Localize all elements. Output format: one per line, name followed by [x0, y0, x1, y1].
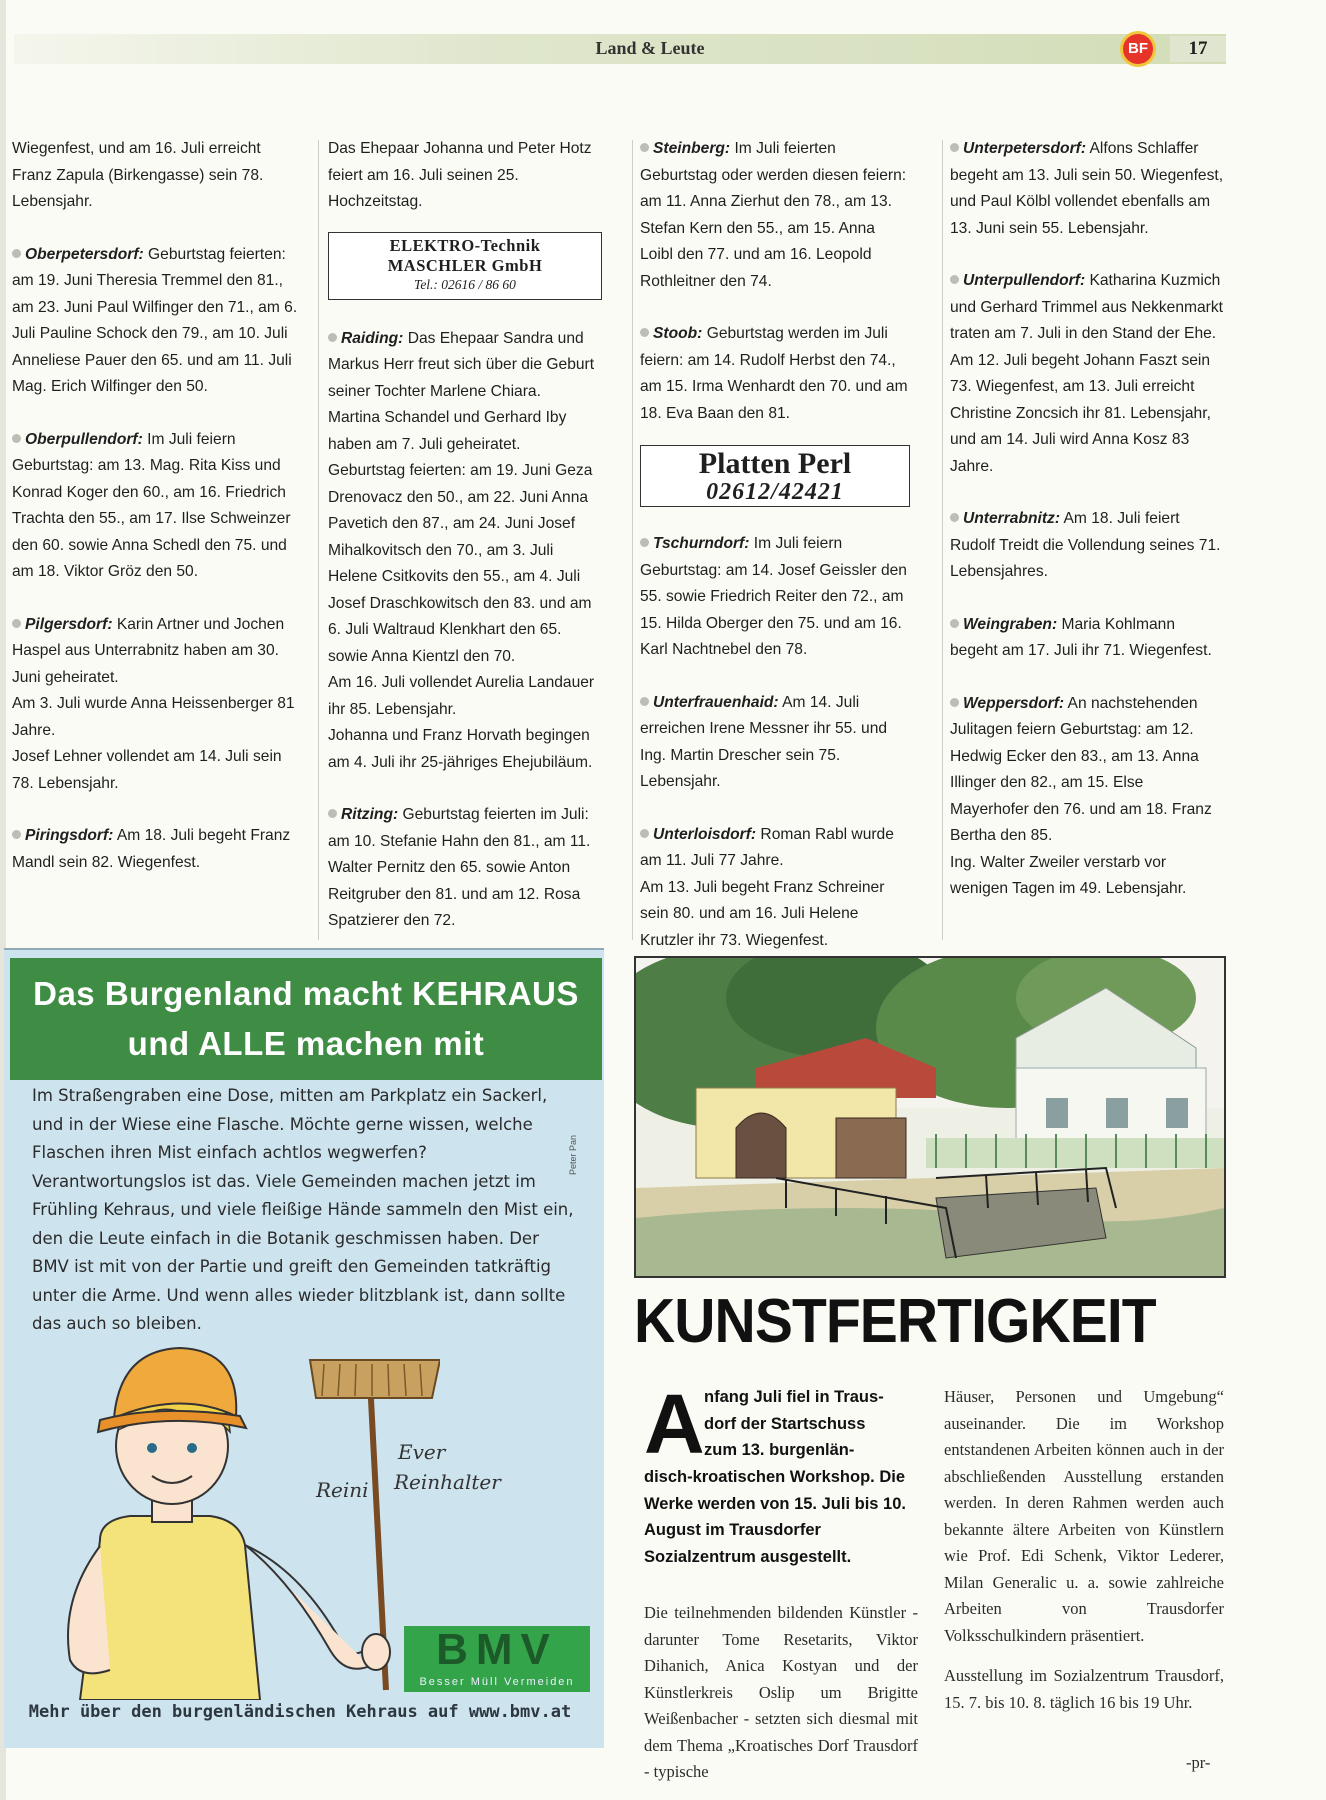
paragraph: Ing. Walter Zweiler verstarb vor wenigen Tagen im 49. Lebensjahr. — [950, 853, 1187, 897]
paragraph-text: Roman Rabl wurde am 11. Juli 77 Jahre. — [640, 825, 894, 869]
paragraph-text: Maria Kohlmann begeht am 17. Juli ihr 71. Wiegenfest. — [950, 615, 1212, 659]
place-name: Unterfrauenhaid: — [653, 693, 779, 711]
drop-cap: A — [644, 1377, 705, 1471]
bullet-icon — [950, 275, 959, 284]
paragraph — [950, 506, 1226, 586]
village-scene-image — [636, 958, 1224, 1276]
place-name: Raiding: — [341, 329, 404, 347]
place-name: Unterrabnitz: — [963, 510, 1061, 527]
paragraph-text: Am 18. Juli begeht Franz Mandl sein 82. Wiegenfest. — [12, 827, 291, 871]
column-divider — [632, 140, 633, 940]
bmv-footer-link: Mehr über den burgenländischen Kehraus auf www.bmv.at — [28, 1702, 572, 1722]
paragraph: Ausstellung im Sozialzentrum Trausdorf, 15. 7. bis 10. 8. täglich 16 bis 19 Uhr. — [944, 1666, 1224, 1712]
ad-platten-perl — [640, 445, 910, 507]
place-name: Weingraben: — [963, 615, 1058, 633]
paragraph — [640, 321, 912, 427]
ad-elektro-maschler — [328, 232, 602, 300]
paragraph — [12, 823, 302, 876]
ad-phone: 02612/42421 — [706, 479, 844, 505]
bullet-icon — [640, 328, 649, 337]
place-name: Stoob: — [653, 325, 703, 342]
place-name: Steinberg: — [653, 140, 731, 157]
article-title: KUNSTFERTIGKEIT — [634, 1287, 1156, 1356]
ad-line: ELEKTRO-Technik — [389, 235, 541, 255]
place-name: Tschurndorf: — [653, 535, 750, 552]
paragraph-text: Im Juli feiern Geburtstag: am 14. Josef Geissler den 55. sowie Friedrich Reiter den 72., am 15. Hilda Oberger den 75. und am 16. Karl Nachtnebel den 78. — [640, 535, 907, 658]
column-divider — [318, 140, 319, 940]
bullet-icon — [12, 434, 21, 443]
paragraph — [950, 268, 1226, 348]
bmv-headline-banner — [10, 958, 602, 1080]
paragraph — [12, 427, 302, 586]
paragraph: Martina Schandel und Gerhard Iby haben am 7. Juli geheiratet. — [328, 409, 567, 453]
bullet-icon — [640, 829, 649, 838]
boy-with-broom-illustration — [40, 1320, 440, 1700]
place-name: Weppersdorf: — [963, 694, 1065, 712]
place-name: Unterpullendorf: — [963, 272, 1086, 289]
paragraph-text: Am 14. Juli erreichen Irene Messner ihr 55. und Ing. Martin Drescher sein 75. Lebensjahr. — [640, 693, 888, 790]
bullet-icon — [12, 619, 21, 628]
bf-logo: BF — [1120, 31, 1156, 67]
bullet-icon — [12, 249, 21, 258]
bmv-subheadline: und ALLE machen mit — [127, 1025, 485, 1062]
article-lead-indented — [704, 1384, 918, 1464]
column-3 — [640, 136, 912, 980]
paragraph-text: Im Juli feiern Geburtstag: am 13. Mag. Rita Kiss und Konrad Koger den 60., am 16. Friedrich Trachta den 55., am 17. Ilse Schweinzer den 60. sowie Anna Schedl den 75. und am 18. Viktor Gröz den 50. — [12, 430, 291, 580]
paragraph — [640, 531, 912, 664]
paragraph: Am 13. Juli begeht Franz Schreiner sein 80. und am 16. Juli Helene Krutzler ihr 73. Wiegenfest. — [640, 878, 885, 949]
paragraph: Wiegenfest, und am 16. Juli erreicht Franz Zapula (Birkengasse) sein 78. Lebensjahr. — [12, 140, 264, 210]
article-body-col2 — [944, 1384, 1224, 1730]
paragraph: Johanna und Franz Horvath begingen am 4. Juli ihr 25-jähriges Ehejubiläum. — [328, 727, 593, 771]
bmv-headline: Das Burgenland macht KEHRAUS — [33, 975, 579, 1012]
paragraph: Am 3. Juli wurde Anna Heissenberger 81 Jahre. — [12, 695, 295, 739]
handwritten-reinhalter: Reinhalter — [394, 1470, 501, 1494]
place-name: Unterpetersdorf: — [963, 140, 1087, 157]
bullet-icon — [950, 698, 959, 707]
paragraph — [328, 326, 604, 406]
paragraph-text: An nachstehenden Julitagen feiern Geburtstag: am 12. Hedwig Ecker den 83., am 13. Anna Illinger den 82., am 15. Else Mayerhofer den 76. und am 18. Franz Bertha den 85. — [950, 694, 1212, 844]
page-number: 17 — [1170, 36, 1226, 62]
column-1 — [12, 136, 302, 902]
paragraph-text: Karin Artner und Jochen Haspel aus Unterrabnitz haben am 30. Juni geheiratet. — [12, 615, 285, 686]
section-title: Land & Leute — [595, 38, 705, 58]
author-signature: -pr- — [1186, 1753, 1211, 1772]
lead-line: dorf der Startschuss — [704, 1414, 866, 1433]
paragraph: Josef Lehner vollendet am 14. Juli sein 78. Lebensjahr. — [12, 748, 282, 792]
paragraph-text: Am 18. Juli feiert Rudolf Treidt die Vollendung seines 71. Lebensjahres. — [950, 510, 1221, 580]
paragraph — [950, 691, 1226, 850]
column-divider — [942, 140, 943, 940]
paragraph-text: Geburtstag feierten: am 19. Juni Theresia Tremmel den 81., am 23. Juni Paul Wilfinger den 71., am 6. Juli Pauline Schock den 79., am 10. Juli Anneliese Pauer den 65. und am 11. Juli Mag. Erich Wilfinger den 50. — [12, 245, 298, 395]
bmv-logo-text: BMV — [436, 1625, 558, 1674]
watercolor-painting — [634, 956, 1226, 1278]
paragraph: Häuser, Personen und Umgebung“ auseinander. Die im Workshop entstandenen Arbeiten können auch in der abschließenden Ausstellung erstanden werden. In deren Rahmen werden auch bekannte ältere Arbeiten von Künstlern wie Prof. Edi Schenk, Viktor Lederer, Milan Generalic u. a. sowie zahlreiche Arbeiten von Trausdorfer Volksschulkindern präsentiert. — [944, 1387, 1224, 1645]
handwritten-ever: Ever — [398, 1440, 446, 1464]
bmv-body-text: Im Straßengraben eine Dose, mitten am Parkplatz ein Sackerl, und in der Wiese eine Flasche. Möchte gerne wissen, welche Flaschen ihren Mist einfach achtlos wegwerfen? Verantwortungslos ist das. Viele Gemeinden machen jetzt im Frühling Kehraus, und viele fleißige Hände sammeln den Mist ein, den die Leute einfach in die Botanik geschmissen haben. Der BMV ist mit von der Partie und greift den Gemeinden tatkräftig unter die Arme. Und wenn alles wieder blitzblank ist, dann sollte das auch so bleiben. — [32, 1086, 574, 1333]
article-body-col1: Die teilnehmenden bildenden Künstler - darunter Tome Resetarits, Viktor Dihanich, Anica Kostyan und der Künstlerkreis Oslip um Brigitte Weißenbacher - setzten sich diesmal mit dem Thema „Kroatisches Dorf Trausdorf - typische — [644, 1603, 918, 1781]
paragraph — [950, 612, 1226, 665]
article-lead: disch-kroatischen Workshop. Die Werke werden von 15. Juli bis 10. August im Trausdorfer Sozialzentrum ausgestellt. — [644, 1468, 906, 1566]
handwritten-reini: Reini — [316, 1478, 369, 1502]
bullet-icon — [328, 809, 337, 818]
lead-line: nfang Juli fiel in Traus- — [704, 1388, 884, 1406]
place-name: Oberpetersdorf: — [25, 245, 144, 263]
paragraph-text: Das Ehepaar Sandra und Markus Herr freut sich über die Geburt seiner Tochter Marlene Chiara. — [328, 329, 595, 400]
bullet-icon — [640, 538, 649, 547]
bullet-icon — [950, 513, 959, 522]
place-name: Oberpullendorf: — [25, 430, 143, 448]
illustration-credit: Peter Pan — [568, 1134, 578, 1175]
bmv-logo — [404, 1626, 590, 1692]
column-4 — [950, 136, 1226, 929]
paragraph — [950, 136, 1226, 242]
yellow-shirt — [80, 1516, 260, 1700]
paragraph — [12, 242, 302, 401]
paragraph — [12, 612, 302, 692]
place-name: Piringsdorf: — [25, 827, 114, 844]
paragraph-text: Im Juli feierten Geburtstag oder werden diesen feiern: am 11. Anna Zierhut den 78., am 13. Stefan Kern den 55., am 15. Anna Loibl den 77. und am 16. Leopold Rothleitner den 74. — [640, 140, 907, 290]
ad-line: Platten Perl — [698, 447, 852, 480]
paragraph — [640, 822, 912, 875]
paragraph: Am 12. Juli begeht Johann Faszt sein 73. Wiegenfest, am 13. Juli erreicht Christine Zoncsich ihr 81. Lebensjahr, und am 14. Juli wird Anna Kosz 83 Jahre. — [950, 351, 1211, 475]
bmv-logo-slogan: Besser Müll Vermeiden — [419, 1676, 575, 1688]
paragraph: Am 16. Juli vollendet Aurelia Landauer ihr 85. Lebensjahr. — [328, 674, 595, 718]
gate — [736, 1113, 786, 1178]
ad-phone: Tel.: 02616 / 86 60 — [414, 276, 516, 292]
paragraph-text: Alfons Schlaffer begeht am 13. Juli sein 50. Wiegenfest, und Paul Kölbl vollendet ebenfalls am 13. Juni sein 55. Lebensjahr. — [950, 140, 1224, 237]
place-name: Unterloisdorf: — [653, 825, 757, 843]
bullet-icon — [328, 333, 337, 342]
bullet-icon — [640, 143, 649, 152]
bullet-icon — [640, 697, 649, 706]
bullet-icon — [12, 830, 21, 839]
bullet-icon — [950, 619, 959, 628]
paragraph — [640, 690, 912, 796]
paragraph-text: Geburtstag feierten im Juli: am 10. Stefanie Hahn den 81., am 11. Walter Pernitz den 65. sowie Anton Reitgruber den 81. und am 12. Rosa Spatzierer den 72. — [328, 806, 591, 929]
paragraph-text: Geburtstag werden im Juli feiern: am 14. Rudolf Herbst den 74., am 15. Irma Wenhardt den 70. und am 18. Eva Baan den 81. — [640, 325, 908, 422]
paragraph-text: Katharina Kuzmich und Gerhard Trimmel aus Nekkenmarkt traten am 7. Juli in den Stand der Ehe. — [950, 272, 1223, 342]
paragraph — [640, 136, 912, 295]
paragraph — [328, 802, 604, 935]
paragraph: Das Ehepaar Johanna und Peter Hotz feiert am 16. Juli seinen 25. Hochzeitstag. — [328, 140, 592, 210]
lead-line: zum 13. burgenlän- — [704, 1441, 855, 1459]
paragraph: Geburtstag feierten: am 19. Juni Geza Drenovacz den 50., am 22. Juni Anna Pavetich den 87., am 24. Juni Josef Mihalkovitsch den 70., am 3. Juli Helene Csitkovits den 55., am 4. Juli Josef Draschkowitsch den 83. und am 6. Juli Waltraud Klenkhart den 65. sowie Anna Kientzl den 70. — [328, 462, 593, 665]
arm — [245, 1545, 370, 1669]
column-2 — [328, 136, 604, 961]
place-name: Ritzing: — [341, 806, 399, 823]
place-name: Pilgersdorf: — [25, 615, 113, 633]
ad-line: MASCHLER GmbH — [387, 255, 543, 275]
bullet-icon — [950, 143, 959, 152]
